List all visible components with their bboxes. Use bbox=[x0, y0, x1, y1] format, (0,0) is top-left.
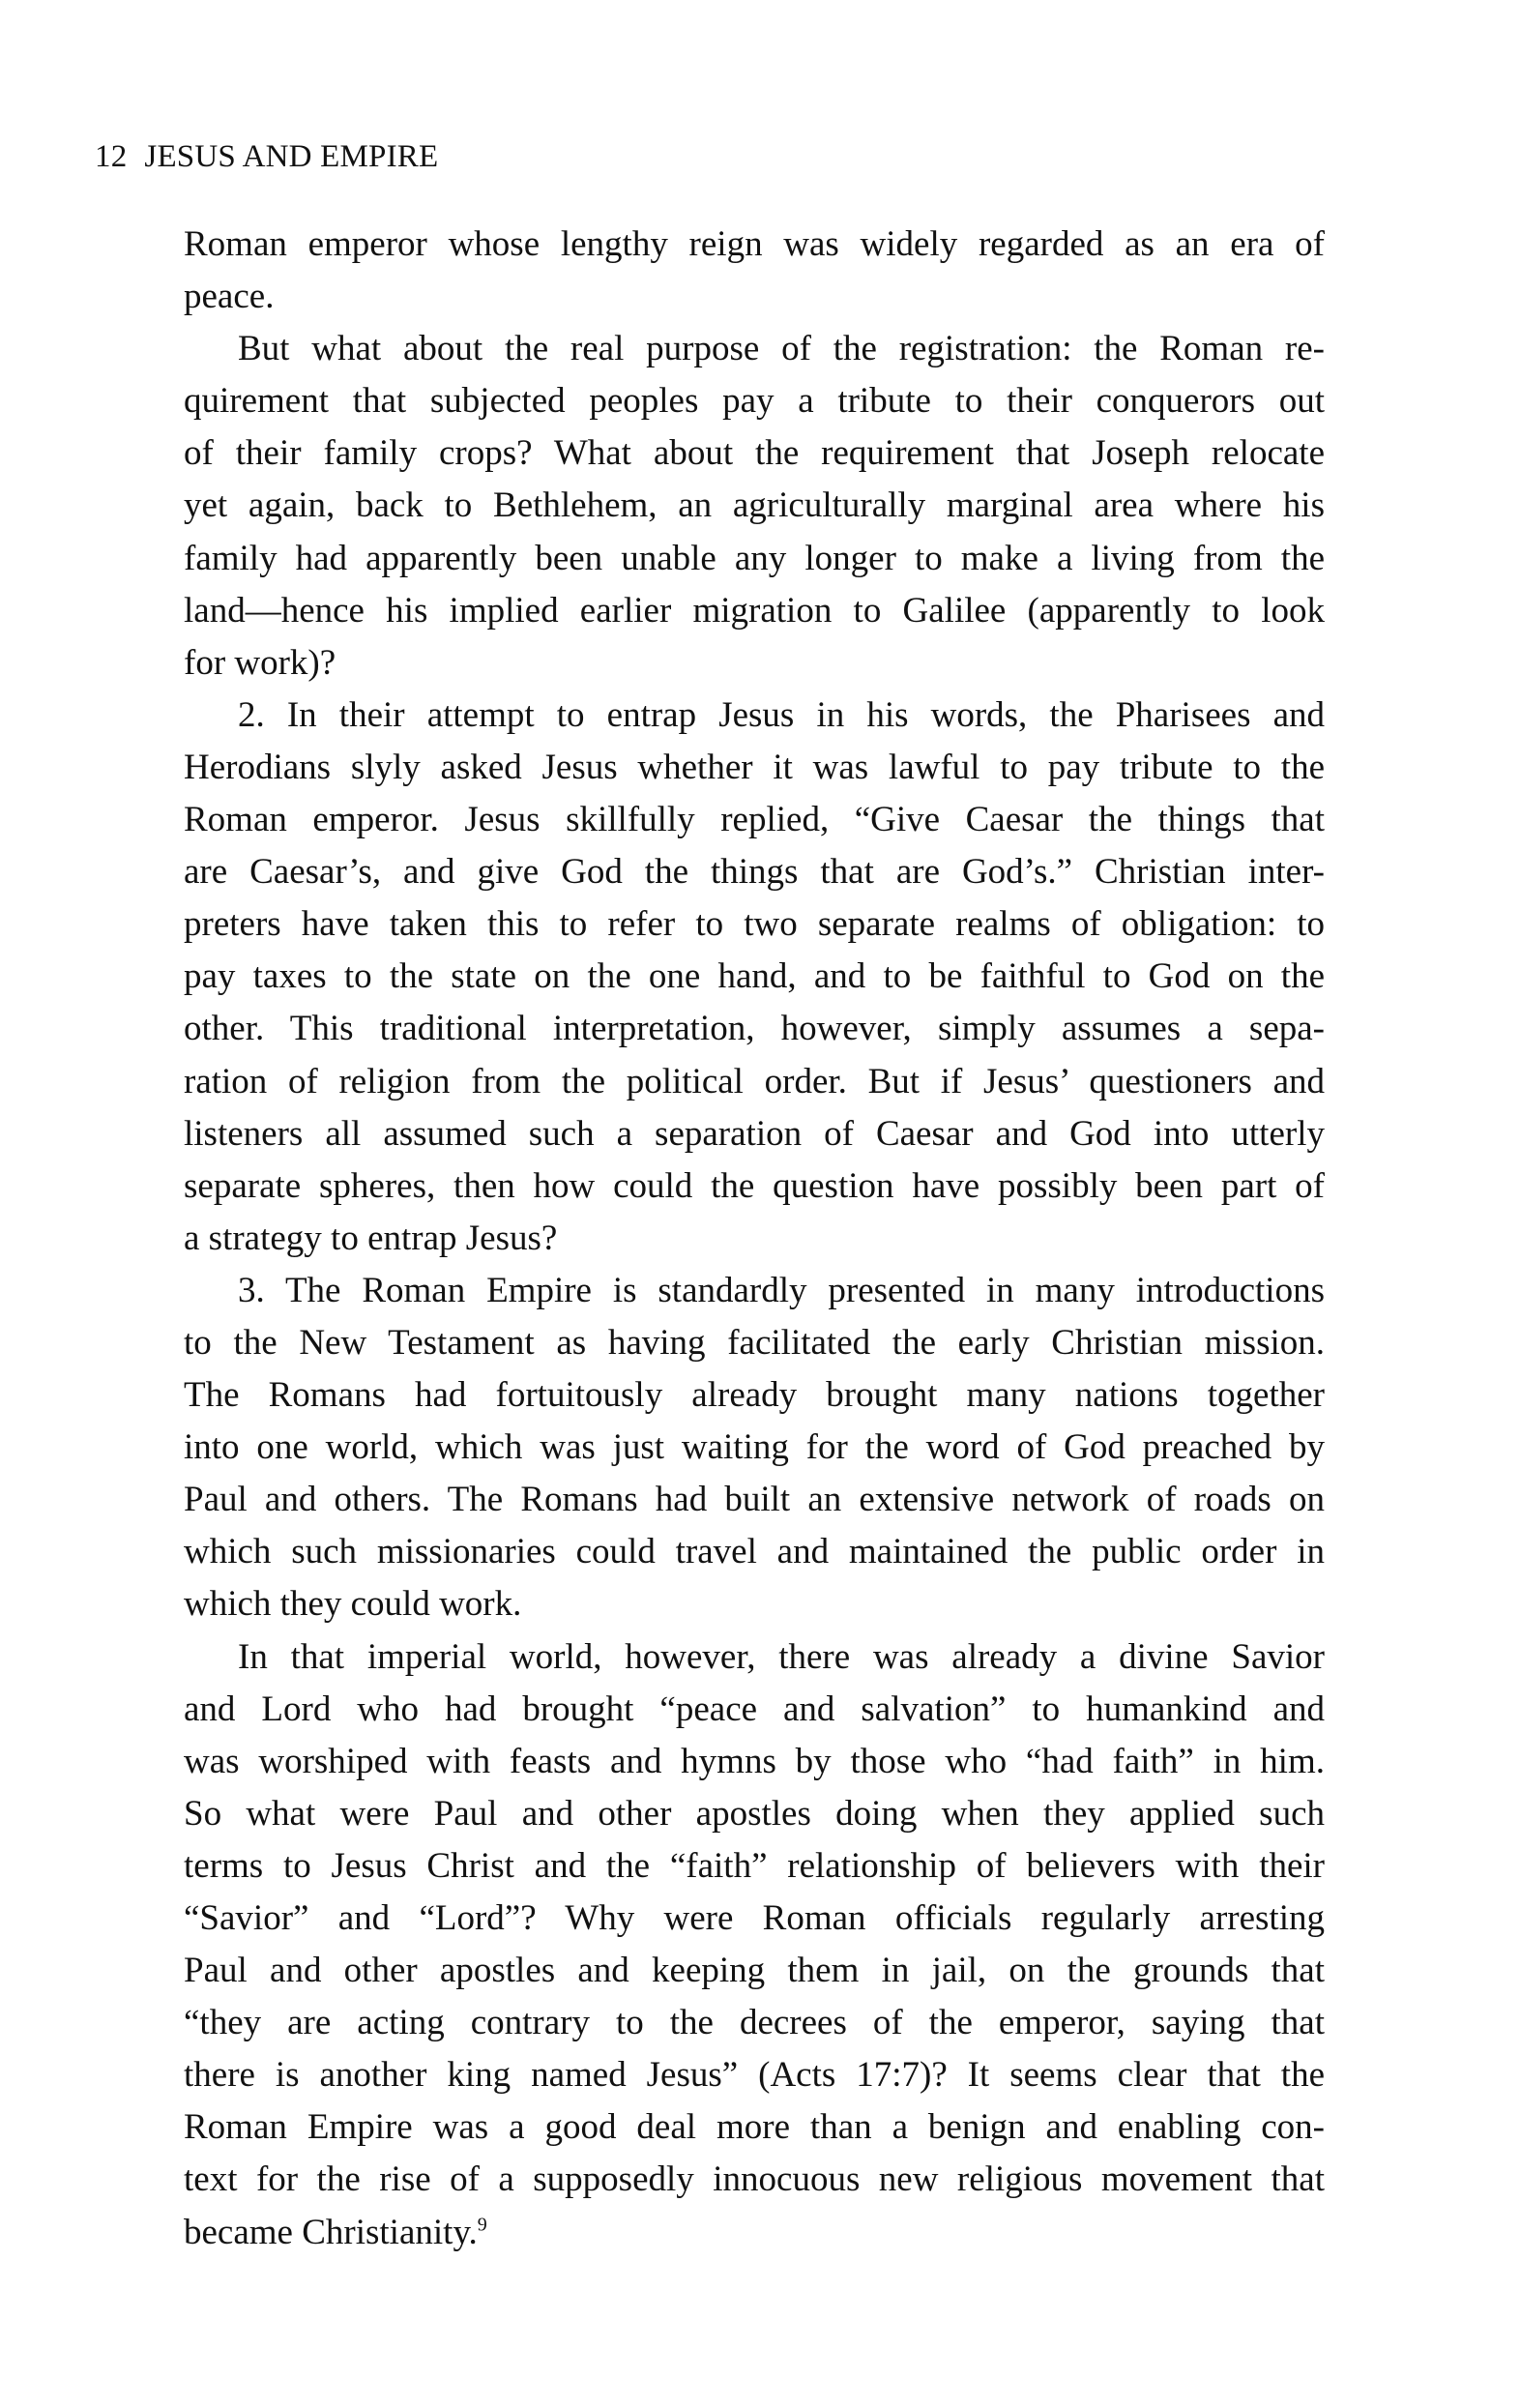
line-text: quirement that subjected peoples pay a tribute to their conquerors out bbox=[184, 381, 1325, 422]
line-text: and Lord who had brought “peace and salvation” to humankind and bbox=[184, 1689, 1325, 1729]
text-line bbox=[184, 323, 1325, 375]
line-text: are Caesar’s, and give God the things that are God’s.” Christian inter- bbox=[184, 852, 1325, 893]
text-line bbox=[184, 1945, 1325, 1997]
text-line bbox=[184, 742, 1325, 794]
line-text: Paul and other apostles and keeping them in jail, on the grounds that bbox=[184, 1951, 1325, 1991]
line-text: But what about the real purpose of the registration: the Roman re- bbox=[238, 329, 1325, 369]
text-line bbox=[184, 1631, 1325, 1684]
line-text: was worshiped with feasts and hymns by those who “had faith” in him. bbox=[184, 1741, 1325, 1781]
text-line bbox=[184, 951, 1325, 1003]
text-line bbox=[184, 1265, 1325, 1317]
line-text: other. This traditional interpretation, however, simply assumes a sepa- bbox=[184, 1009, 1325, 1049]
text-line bbox=[184, 1578, 1325, 1630]
text-line bbox=[184, 1369, 1325, 1422]
line-text: of their family crops? What about the requirement that Joseph relocate bbox=[184, 433, 1325, 474]
text-line bbox=[184, 375, 1325, 427]
text-line bbox=[184, 585, 1325, 637]
text-line bbox=[184, 1997, 1325, 2049]
text-line bbox=[184, 1684, 1325, 1736]
text-line bbox=[184, 1526, 1325, 1578]
line-text: listeners all assumed such a separation of Caesar and God into utterly bbox=[184, 1113, 1325, 1154]
text-line bbox=[184, 219, 1325, 271]
line-text: So what were Paul and other apostles doing when they applied such bbox=[184, 1793, 1325, 1834]
line-text: family had apparently been unable any longer to make a living from the bbox=[184, 538, 1325, 578]
line-text: Roman emperor whose lengthy reign was widely regarded as an era of bbox=[184, 224, 1325, 264]
running-title: JESUS AND EMPIRE bbox=[144, 139, 439, 174]
line-text: yet again, back to Bethlehem, an agriculturally marginal area where his bbox=[184, 485, 1325, 526]
text-line bbox=[184, 1056, 1325, 1108]
running-header bbox=[95, 137, 438, 176]
text-line bbox=[184, 898, 1325, 951]
line-text: pay taxes to the state on the one hand, and to be faithful to God on the bbox=[184, 956, 1325, 997]
body-text bbox=[184, 219, 1325, 2259]
text-line bbox=[184, 1213, 1325, 1265]
text-line bbox=[184, 533, 1325, 585]
text-line bbox=[184, 1422, 1325, 1474]
text-line bbox=[184, 2101, 1325, 2154]
line-text: Paul and others. The Romans had built an extensive network of roads on bbox=[184, 1480, 1325, 1520]
text-line bbox=[184, 1788, 1325, 1840]
line-text: 3. The Roman Empire is standardly presented in many introductions bbox=[238, 1270, 1325, 1310]
line-text: which they could work. bbox=[184, 1584, 522, 1625]
line-text: for work)? bbox=[184, 642, 336, 683]
line-text: “Savior” and “Lord”? Why were Roman officials regularly arresting bbox=[184, 1898, 1325, 1938]
line-text: Herodians slyly asked Jesus whether it was lawful to pay tribute to the bbox=[184, 747, 1325, 787]
text-line bbox=[184, 1108, 1325, 1160]
footnote-marker: 9 bbox=[477, 2214, 487, 2236]
text-line bbox=[184, 1736, 1325, 1788]
line-text: there is another king named Jesus” (Acts 17:7)? It seems clear that the bbox=[184, 2055, 1325, 2096]
line-text: “they are acting contrary to the decrees of the emperor, saying that bbox=[184, 2003, 1325, 2043]
text-line bbox=[184, 637, 1325, 690]
line-text: became Christianity. bbox=[184, 2212, 478, 2252]
line-text: separate spheres, then how could the question have possibly been part of bbox=[184, 1165, 1325, 1206]
text-line bbox=[184, 2049, 1325, 2101]
line-text: peace. bbox=[184, 277, 275, 317]
text-line bbox=[184, 690, 1325, 742]
line-text: ration of religion from the political order. But if Jesus’ questioners and bbox=[184, 1061, 1325, 1101]
line-text: text for the rise of a supposedly innocuous new religious movement that bbox=[184, 2159, 1325, 2200]
line-text: Roman emperor. Jesus skillfully replied, “Give Caesar the things that bbox=[184, 800, 1325, 840]
line-text: into one world, which was just waiting for the word of God preached by bbox=[184, 1427, 1325, 1468]
text-line bbox=[184, 1893, 1325, 1945]
line-text: Roman Empire was a good deal more than a benign and enabling con- bbox=[184, 2107, 1325, 2148]
text-line bbox=[184, 480, 1325, 532]
text-line bbox=[184, 427, 1325, 480]
line-text: to the New Testament as having facilitated the early Christian mission. bbox=[184, 1322, 1325, 1363]
line-text: In that imperial world, however, there was already a divine Savior bbox=[238, 1636, 1325, 1677]
line-text: 2. In their attempt to entrap Jesus in his words, the Pharisees and bbox=[238, 694, 1325, 735]
line-text: The Romans had fortuitously already brought many nations together bbox=[184, 1375, 1325, 1416]
text-line bbox=[184, 1160, 1325, 1213]
line-text: which such missionaries could travel and maintained the public order in bbox=[184, 1532, 1325, 1572]
line-text: a strategy to entrap Jesus? bbox=[184, 1218, 558, 1258]
text-line bbox=[184, 794, 1325, 846]
text-line bbox=[184, 271, 1325, 323]
page-number: 12 bbox=[95, 139, 128, 174]
text-line bbox=[184, 2154, 1325, 2206]
text-line bbox=[184, 846, 1325, 898]
line-text: preters have taken this to refer to two separate realms of obligation: to bbox=[184, 904, 1325, 945]
line-text: terms to Jesus Christ and the “faith” relationship of believers with their bbox=[184, 1845, 1325, 1886]
text-line bbox=[184, 1003, 1325, 1055]
line-text: land—hence his implied earlier migration to Galilee (apparently to look bbox=[184, 590, 1325, 631]
text-line bbox=[184, 1317, 1325, 1369]
text-line bbox=[184, 1474, 1325, 1526]
text-line bbox=[184, 2207, 1325, 2259]
text-line bbox=[184, 1840, 1325, 1893]
